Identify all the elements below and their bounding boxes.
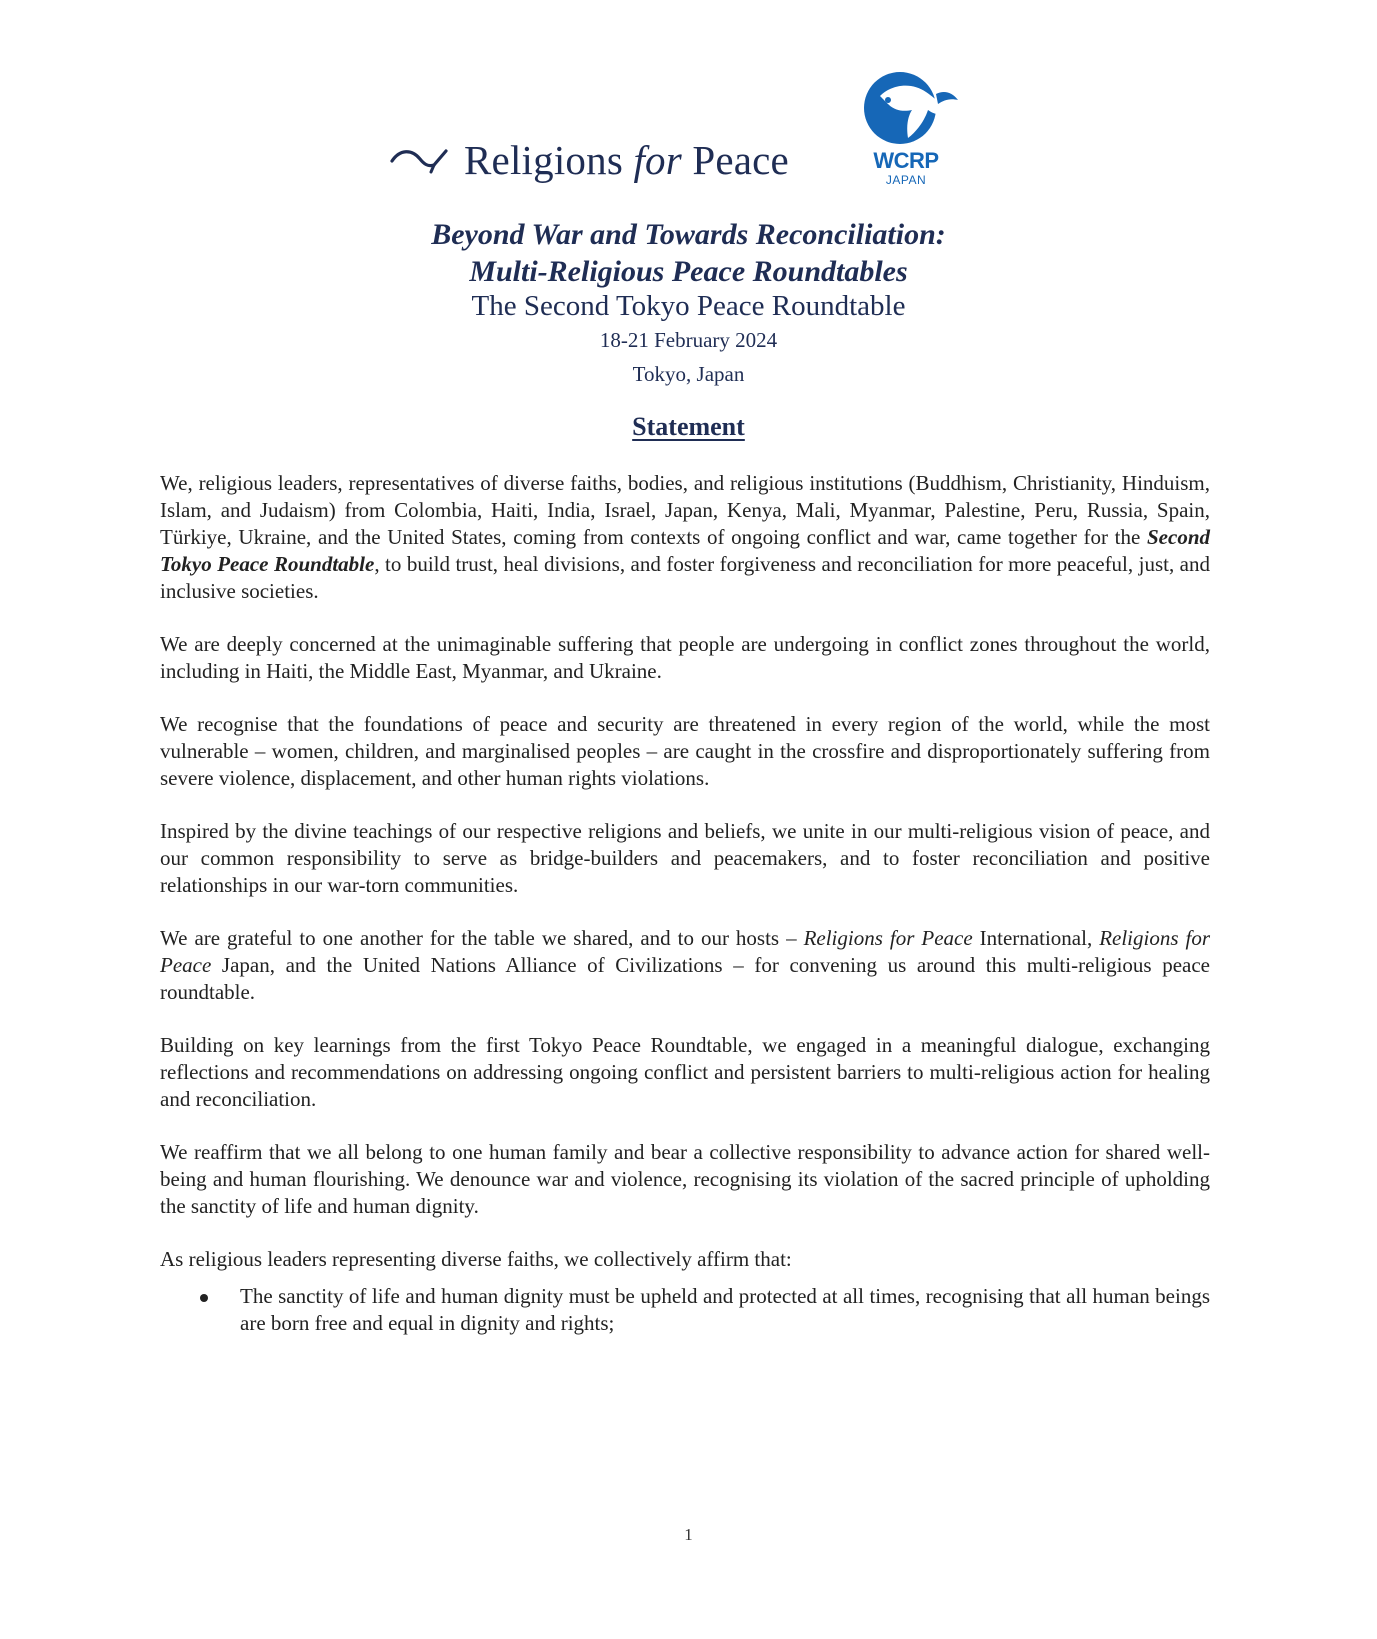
affirmation-list	[160, 1283, 1210, 1337]
title-block	[0, 216, 1377, 391]
document-title-line-2: Multi-Religious Peace Roundtables	[469, 255, 908, 288]
paragraph-7: We reaffirm that we all belong to one human family and bear a collective responsibility to advance action for shared well-being and human flourishing. We denounce war and violence, recognising its violation of the sacred principle of upholding the sanctity of life and human dignity.	[160, 1140, 1210, 1218]
bullet-icon	[200, 1294, 208, 1302]
wcrp-dove-icon	[850, 70, 962, 150]
list-item-text: The sanctity of life and human dignity must be upheld and protected at all times, recognising that all human beings are born free and equal in dignity and rights;	[240, 1284, 1210, 1335]
paragraph-1: We, religious leaders, representatives of diverse faiths, bodies, and religious institutions (Buddhism, Christianity, Hinduism, Islam, and Judaism) from Colombia, Haiti, India, Israel, Japan, Kenya, Mali, Myanmar, Palestine, Peru, Russia, Spain, Türkiye, Ukraine, and the United States, coming from contexts of ongoing conflict and war, came together for the Second Tokyo Peace Roundtable, to build trust, heal divisions, and foster forgiveness and reconciliation for more peaceful, just, and inclusive societies.	[160, 471, 1210, 603]
paragraph-4: Inspired by the divine teachings of our respective religions and beliefs, we unite in our multi-religious vision of peace, and our common responsibility to serve as bridge-builders and peacemakers, and to foster reconciliation and positive relationships in our war-torn communities.	[160, 819, 1210, 897]
wcrp-japan-logo	[850, 70, 962, 188]
list-item	[160, 1283, 1210, 1337]
event-date: 18-21 February 2024	[599, 328, 778, 352]
wcrp-logo-main-text: WCRP	[873, 148, 939, 173]
document-title-line-1: Beyond War and Towards Reconciliation:	[431, 218, 946, 251]
paragraph-5: We are grateful to one another for the table we shared, and to our hosts – Religions for Peace International, Religions for Peace Japan, and the United Nations Alliance of Civilizations – for convening us around this multi-religious peace roundtable.	[160, 926, 1211, 1004]
statement-heading	[0, 412, 1377, 442]
paragraph-3: We recognise that the foundations of peace and security are threatened in every region of the world, while the most vulnerable – women, children, and marginalised peoples – are caught in the crossfire and disproportionately suffering from severe violence, displacement, and other human rights violations.	[160, 712, 1210, 790]
paragraph-8: As religious leaders representing diverse faiths, we collectively affirm that:	[160, 1247, 792, 1271]
statement-heading-text: Statement	[632, 412, 745, 441]
rfp-logo-text: Religions for Peace	[464, 137, 789, 183]
dove-swoosh-icon	[390, 145, 452, 175]
religions-for-peace-logo	[390, 136, 789, 184]
statement-body	[160, 470, 1210, 1337]
document-subtitle: The Second Tokyo Peace Roundtable	[471, 290, 906, 322]
paragraph-6: Building on key learnings from the first Tokyo Peace Roundtable, we engaged in a meaningful dialogue, exchanging reflections and recommendations on addressing ongoing conflict and persistent barriers to multi-religious action for healing and reconciliation.	[160, 1033, 1210, 1111]
paragraph-2: We are deeply concerned at the unimaginable suffering that people are undergoing in conflict zones throughout the world, including in Haiti, the Middle East, Myanmar, and Ukraine.	[160, 632, 1210, 683]
event-location: Tokyo, Japan	[632, 362, 745, 386]
page-number: 1	[684, 1525, 693, 1544]
wcrp-logo-sub-text: JAPAN	[885, 173, 927, 187]
header-logos	[390, 70, 990, 190]
